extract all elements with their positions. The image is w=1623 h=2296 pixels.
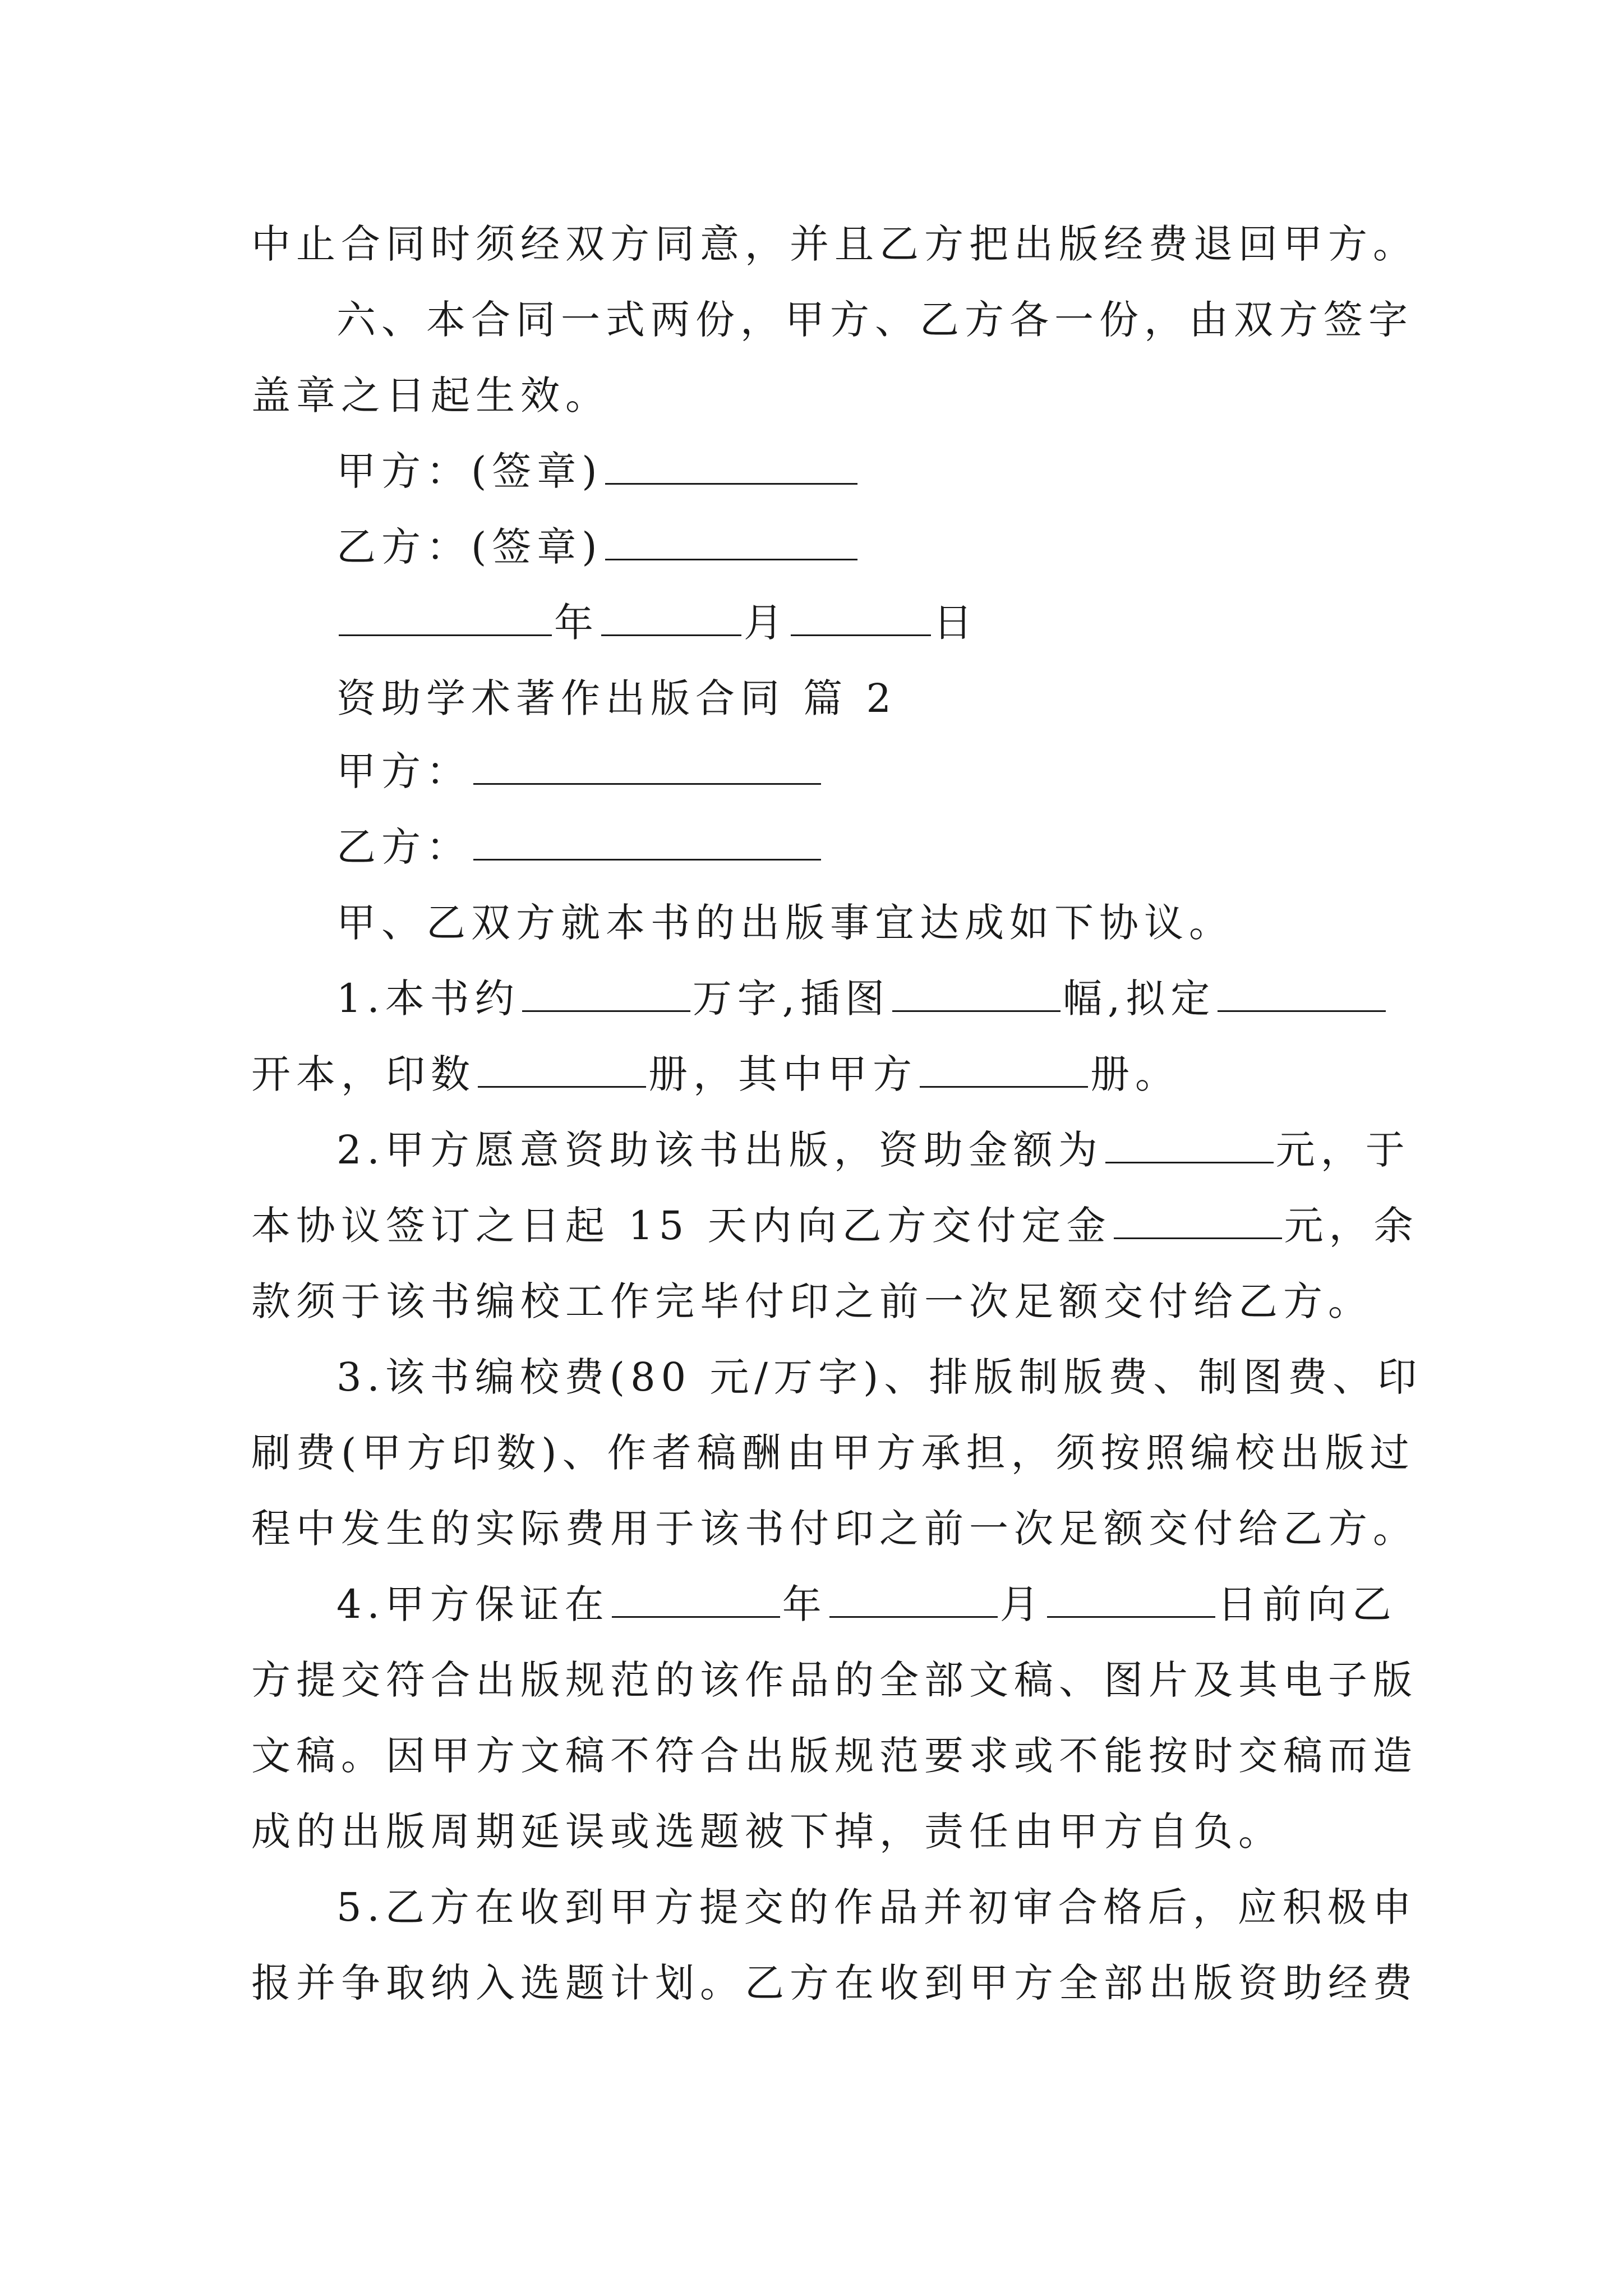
funding-amount-blank	[1105, 1125, 1274, 1163]
illustration-count-blank	[892, 973, 1061, 1012]
word-count-blank	[522, 973, 690, 1012]
clause-5-line-2: 报并争取纳入选题计划。乙方在收到甲方全部出版资助经费	[251, 1960, 1418, 2006]
party-b-signature-blank	[605, 522, 857, 560]
clause-2-line-1	[336, 1116, 1410, 1184]
party-a-label: 甲方：	[336, 748, 471, 794]
date-day-blank	[791, 597, 931, 636]
clause-3-line-2: 刷费(甲方印数)、作者稿酬由甲方承担，须按照编校出版过	[251, 1430, 1415, 1476]
clause-1-text-b: 万字,插图	[692, 976, 891, 1022]
deposit-amount-blank	[1114, 1200, 1282, 1239]
format-blank	[1218, 973, 1386, 1012]
clause-3-line-1: 3.该书编校费(80 元/万字)、排版制版费、制图费、印	[336, 1354, 1423, 1400]
deadline-day-blank	[1047, 1579, 1215, 1618]
clause-4-text-d: 日前向乙	[1217, 1581, 1397, 1627]
clause-4-text-c: 月	[999, 1581, 1045, 1627]
party-b-signature-label: 乙方：(签章)	[336, 524, 603, 570]
party-a-signature-line	[336, 438, 860, 505]
party-b-blank	[473, 822, 821, 861]
party-b-label: 乙方：	[336, 824, 471, 870]
clause-1-text-a: 1.本书约	[336, 976, 520, 1022]
party-b-line	[336, 813, 823, 881]
clause-4-text-a: 4.甲方保证在	[336, 1581, 610, 1627]
clause-3-line-3: 程中发生的实际费用于该书付印之前一次足额交付给乙方。	[251, 1506, 1418, 1552]
clause-4-line-3: 文稿。因甲方文稿不符合出版规范要求或不能按时交稿而造	[251, 1733, 1418, 1779]
party-b-signature-line	[336, 513, 860, 581]
party-a-copies-blank	[920, 1049, 1088, 1088]
date-line	[336, 589, 978, 656]
clause-2-text-a: 2.甲方愿意资助该书出版，资助金额为	[336, 1127, 1103, 1173]
clause-1-text-e: 册，其中甲方	[648, 1051, 917, 1097]
print-count-blank	[478, 1049, 646, 1088]
clause-1-line-2	[251, 1041, 1180, 1108]
date-month-blank	[601, 597, 741, 636]
date-month-label: 月	[744, 600, 789, 646]
clause-2-line-2	[251, 1192, 1419, 1259]
date-year-blank	[339, 597, 552, 636]
clause-4-line-4: 成的出版周期延误或选题被下掉，责任由甲方自负。	[251, 1809, 1283, 1855]
section-heading: 资助学术著作出版合同 篇 2	[336, 675, 897, 721]
date-day-label: 日	[933, 600, 978, 646]
clause-2-text-d: 元，余	[1284, 1203, 1419, 1249]
party-a-signature-label: 甲方：(签章)	[336, 448, 603, 494]
text-line-3: 盖章之日起生效。	[251, 372, 610, 418]
party-a-blank	[473, 746, 821, 785]
text-line-10: 甲、乙双方就本书的出版事宜达成如下协议。	[336, 900, 1234, 946]
clause-2-text-b: 元，于	[1275, 1127, 1410, 1173]
clause-2-line-3: 款须于该书编校工作完毕付印之前一次足额交付给乙方。	[251, 1278, 1373, 1324]
clause-4-line-2: 方提交符合出版规范的该作品的全部文稿、图片及其电子版	[251, 1657, 1418, 1703]
text-line-1: 中止合同时须经双方同意，并且乙方把出版经费退回甲方。	[251, 221, 1418, 267]
party-a-signature-blank	[605, 446, 857, 485]
clause-1-text-f: 册。	[1090, 1051, 1180, 1097]
deadline-year-blank	[612, 1579, 780, 1618]
party-a-line	[336, 738, 823, 805]
clause-1-text-d: 开本，印数	[251, 1051, 476, 1097]
clause-1-text-c: 幅,拟定	[1063, 976, 1216, 1022]
clause-5-line-1: 5.乙方在收到甲方提交的作品并初审合格后，应积极申	[336, 1884, 1417, 1930]
deadline-month-blank	[829, 1579, 998, 1618]
clause-2-text-c: 本协议签订之日起 15 天内向乙方交付定金	[251, 1203, 1112, 1249]
clause-4-line-1	[336, 1571, 1397, 1638]
clause-1-line-1	[336, 965, 1388, 1032]
date-year-label: 年	[554, 600, 599, 646]
text-line-2: 六、本合同一式两份，甲方、乙方各一份，由双方签字	[336, 297, 1413, 343]
clause-4-text-b: 年	[782, 1581, 827, 1627]
